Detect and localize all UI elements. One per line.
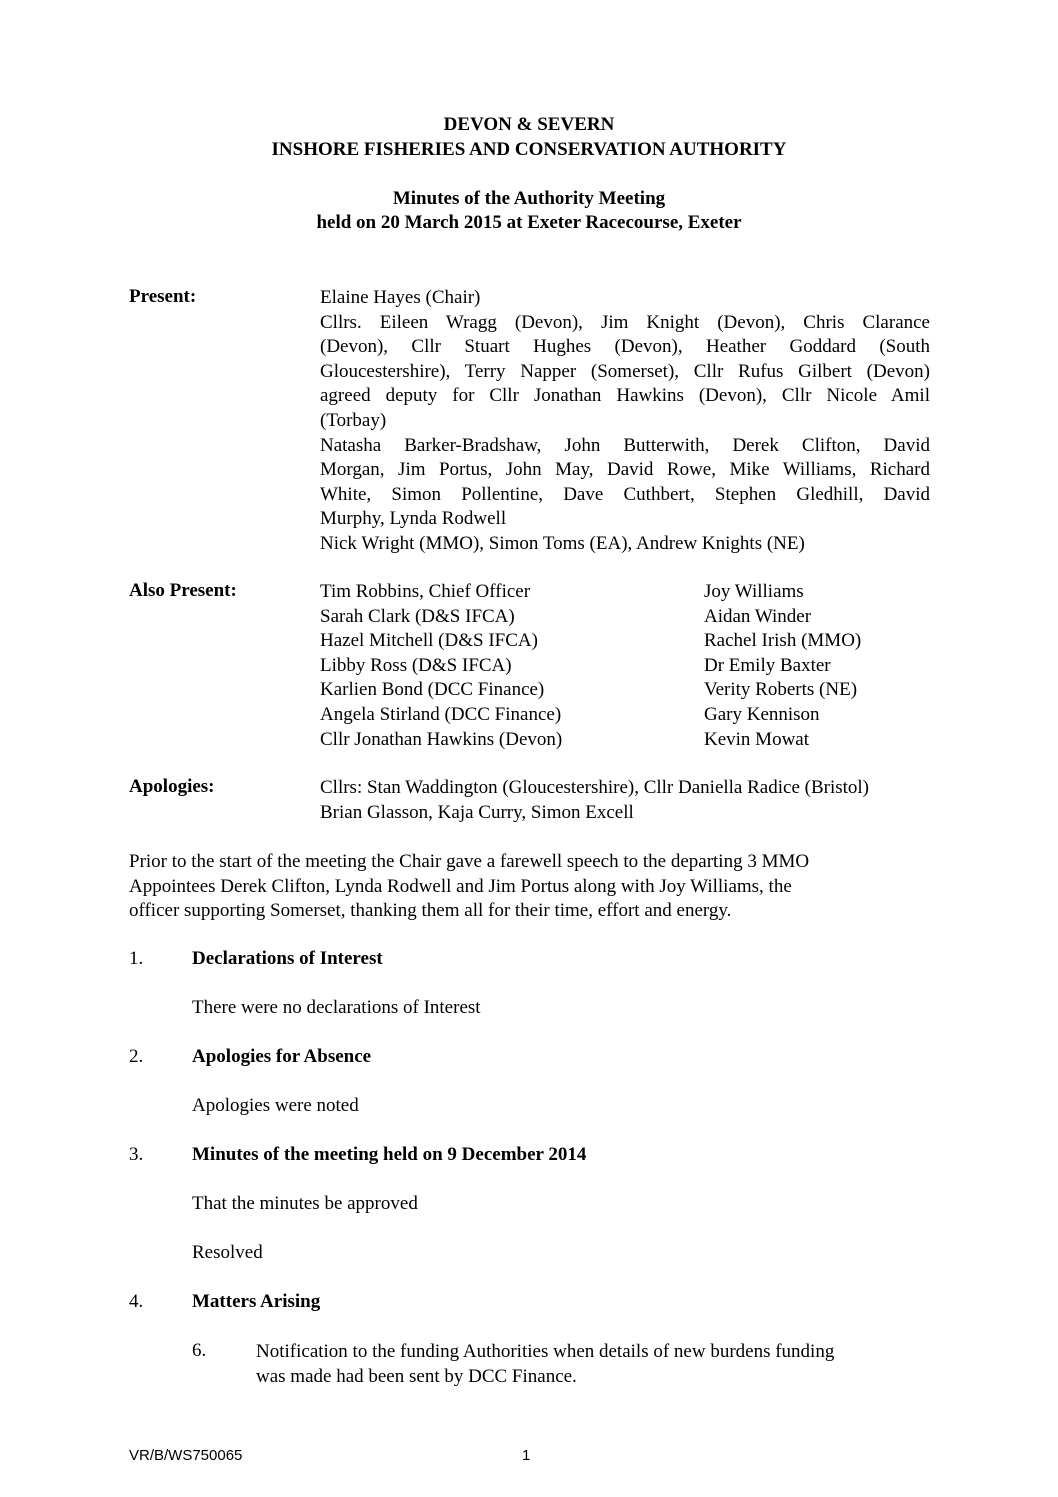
intro-paragraph [129, 850, 809, 924]
item-body: That the minutes be approved [192, 1193, 418, 1214]
item-number: 2. [129, 1046, 144, 1067]
item-heading: Minutes of the meeting held on 9 December 2014 [192, 1144, 587, 1165]
attendee: Tim Robbins, Chief Officer [320, 581, 531, 602]
item-heading: Matters Arising [192, 1291, 321, 1312]
subitem-line: Notification to the funding Authorities when details of new burdens funding [256, 1341, 835, 1362]
present-line: Murphy, Lynda Rodwell [320, 508, 507, 530]
also-present-left-column [320, 580, 562, 752]
attendee: Verity Roberts (NE) [704, 679, 858, 701]
item-heading: Apologies for Absence [192, 1046, 372, 1067]
attendee: Libby Ross (D&S IFCA) [320, 654, 512, 676]
org-name-line1: DEVON & SEVERN [443, 114, 615, 135]
attendee: Dr Emily Baxter [704, 654, 831, 676]
item-number: 1. [129, 948, 144, 969]
item-body: There were no declarations of Interest [192, 997, 481, 1018]
meeting-details: held on 20 March 2015 at Exeter Racecourse, Exeter [316, 212, 742, 233]
document-title: Minutes of the Authority Meeting [392, 188, 666, 209]
attendee: Kevin Mowat [704, 728, 810, 750]
attendee: Joy Williams [704, 581, 804, 602]
subitem-number: 6. [192, 1340, 207, 1361]
document-reference: VR/B/WS750065 [129, 1447, 243, 1464]
subitem-text [256, 1340, 834, 1389]
present-line: agreed deputy for Cllr Jonathan Hawkins (Devon), Cllr Nicole Amil [320, 385, 930, 407]
present-line: Gloucestershire), Terry Napper (Somerset), Cllr Rufus Gilbert (Devon) [320, 360, 930, 382]
present-line: (Torbay) [320, 409, 387, 431]
present-label: Present: [129, 286, 197, 307]
apology-line: Brian Glasson, Kaja Curry, Simon Excell [320, 801, 634, 823]
attendee: Rachel Irish (MMO) [704, 630, 862, 652]
org-name-line2: INSHORE FISHERIES AND CONSERVATION AUTHORITY [271, 139, 787, 160]
present-line: Morgan, Jim Portus, John May, David Rowe, Mike Williams, Richard [320, 459, 930, 481]
apology-line: Cllrs: Stan Waddington (Gloucestershire), Cllr Daniella Radice (Bristol) [320, 777, 870, 798]
page-number: 1 [522, 1447, 531, 1464]
present-list [320, 286, 930, 557]
present-line: (Devon), Cllr Stuart Hughes (Devon), Heather Goddard (South [320, 336, 930, 358]
apologies-list [320, 776, 869, 825]
item-heading: Declarations of Interest [192, 948, 383, 969]
attendee: Hazel Mitchell (D&S IFCA) [320, 630, 538, 652]
attendee: Aidan Winder [704, 605, 812, 627]
item-number: 3. [129, 1144, 144, 1165]
present-line: Elaine Hayes (Chair) [320, 287, 481, 308]
intro-line: officer supporting Somerset, thanking them all for their time, effort and energy. [129, 900, 732, 922]
intro-line: Appointees Derek Clifton, Lynda Rodwell and Jim Portus along with Joy Williams, the [129, 875, 792, 897]
item-number: 4. [129, 1291, 144, 1312]
also-present-right-column [704, 580, 861, 752]
subitem-line: was made had been sent by DCC Finance. [256, 1365, 577, 1387]
attendee: Karlien Bond (DCC Finance) [320, 679, 545, 701]
attendee: Sarah Clark (D&S IFCA) [320, 605, 515, 627]
also-present-label: Also Present: [129, 580, 237, 601]
present-line: White, Simon Pollentine, Dave Cuthbert, Stephen Gledhill, David [320, 483, 930, 505]
intro-line: Prior to the start of the meeting the Chair gave a farewell speech to the departing 3 MMO [129, 851, 810, 872]
present-line: Natasha Barker-Bradshaw, John Butterwith, Derek Clifton, David [320, 434, 930, 456]
present-line: Nick Wright (MMO), Simon Toms (EA), Andrew Knights (NE) [320, 532, 805, 554]
attendee: Angela Stirland (DCC Finance) [320, 703, 562, 725]
present-line: Cllrs. Eileen Wragg (Devon), Jim Knight (Devon), Chris Clarance [320, 311, 930, 333]
attendee: Cllr Jonathan Hawkins (Devon) [320, 728, 563, 750]
attendee: Gary Kennison [704, 703, 820, 725]
item-resolution: Resolved [192, 1242, 263, 1263]
item-body: Apologies were noted [192, 1095, 359, 1116]
apologies-label: Apologies: [129, 776, 215, 797]
